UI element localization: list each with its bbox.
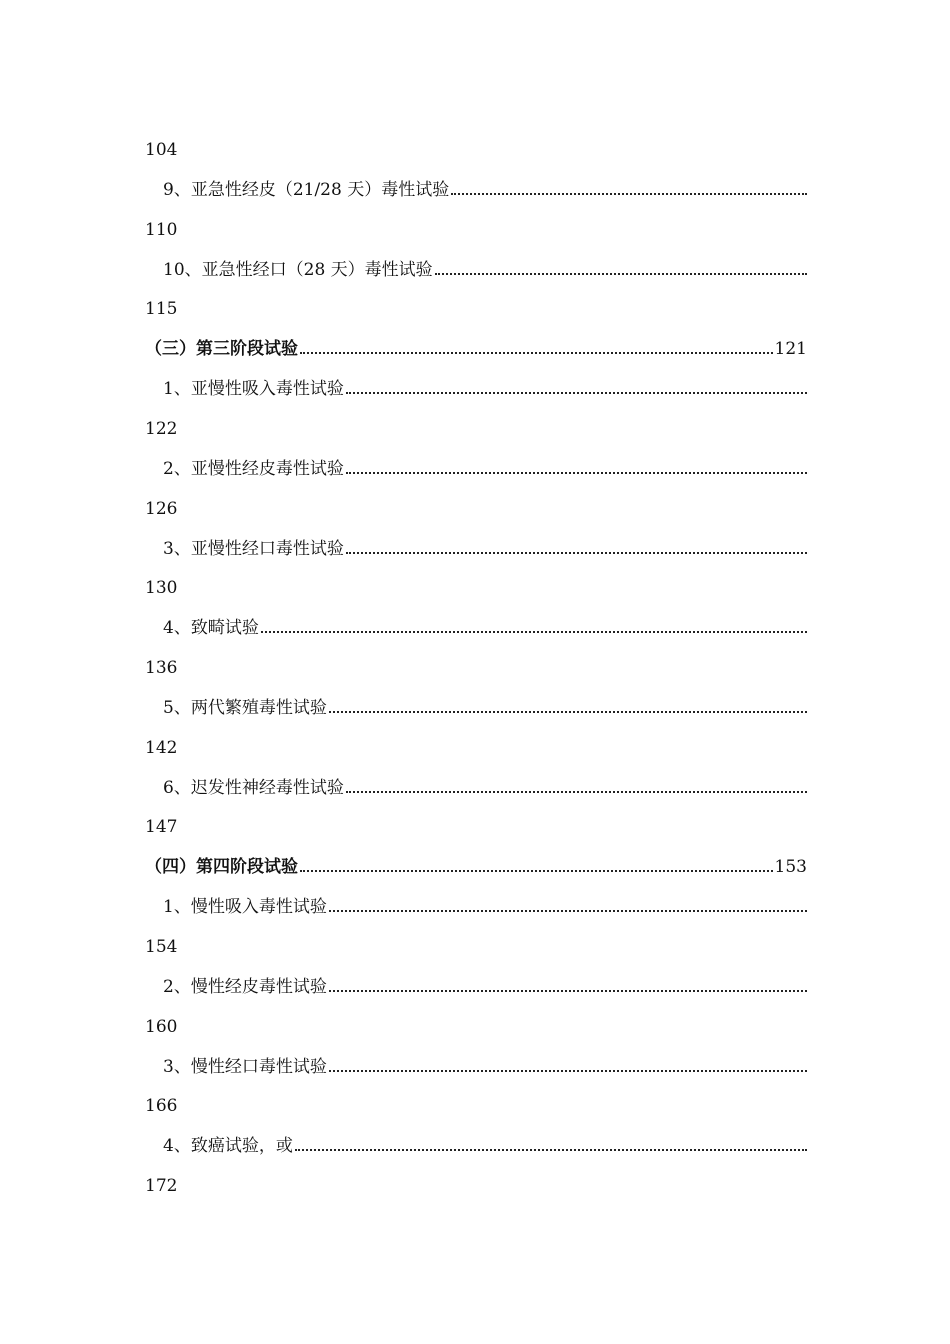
dot-leader [329,694,807,722]
toc-entry-title: 3、亚慢性经口毒性试验 [163,539,344,559]
dot-leader [346,455,807,483]
toc-entry[interactable] [145,375,807,403]
toc-page-number: 136 [145,658,178,678]
toc-section-heading[interactable] [145,853,807,881]
toc-entry-title: （四）第四阶段试验 [145,857,298,877]
toc-entry[interactable] [145,614,807,642]
toc-entry-title: 9、亚急性经皮（21/28 天）毒性试验 [163,180,450,200]
toc-page-number: 104 [145,140,178,160]
toc-entry-title: 10、亚急性经口（28 天）毒性试验 [163,260,433,280]
dot-leader [329,1053,807,1081]
toc-entry[interactable] [145,455,807,483]
toc-entry-title: 2、慢性经皮毒性试验 [163,977,327,997]
toc-entry[interactable] [145,176,807,204]
toc-page-number: 122 [145,419,178,439]
toc-page-number: 154 [145,937,178,957]
toc-entry-title: 6、迟发性神经毒性试验 [163,778,344,798]
toc-page-number: 142 [145,738,178,758]
dot-leader [300,853,773,881]
dot-leader [346,375,807,403]
toc-entry[interactable] [145,694,807,722]
toc-entry-title: 5、两代繁殖毒性试验 [163,698,327,718]
dot-leader [346,774,807,802]
toc-entry-title: 2、亚慢性经皮毒性试验 [163,459,344,479]
dot-leader [451,176,807,204]
toc-page-number: 130 [145,578,178,598]
toc-entry-title: （三）第三阶段试验 [145,339,298,359]
dot-leader [300,335,773,363]
toc-page-number: 126 [145,499,178,519]
dot-leader [435,256,807,284]
toc-entry-page: 121 [774,339,807,359]
dot-leader [295,1132,807,1160]
toc-entry-title: 4、致畸试验 [163,618,259,638]
toc-entry[interactable] [145,535,807,563]
toc-page-number: 166 [145,1096,178,1116]
toc-section-heading[interactable] [145,335,807,363]
toc-entry[interactable] [145,256,807,284]
toc-page-number: 147 [145,817,178,837]
dot-leader [329,973,807,1001]
toc-page-number: 172 [145,1176,178,1196]
toc-entry[interactable] [145,774,807,802]
dot-leader [261,614,807,642]
toc-entry-page: 153 [774,857,807,877]
toc-entry[interactable] [145,1053,807,1081]
toc-entry[interactable] [145,973,807,1001]
toc-page-number: 115 [145,299,178,319]
toc-entry[interactable] [145,893,807,921]
toc-entry[interactable] [145,1132,807,1160]
toc-entry-title: 3、慢性经口毒性试验 [163,1057,327,1077]
toc-page-number: 110 [145,220,178,240]
toc-entry-title: 1、亚慢性吸入毒性试验 [163,379,344,399]
toc-entry-title: 1、慢性吸入毒性试验 [163,897,327,917]
toc-page-number: 160 [145,1017,178,1037]
dot-leader [329,893,807,921]
dot-leader [346,535,807,563]
toc-entry-title: 4、致癌试验，或 [163,1136,293,1156]
